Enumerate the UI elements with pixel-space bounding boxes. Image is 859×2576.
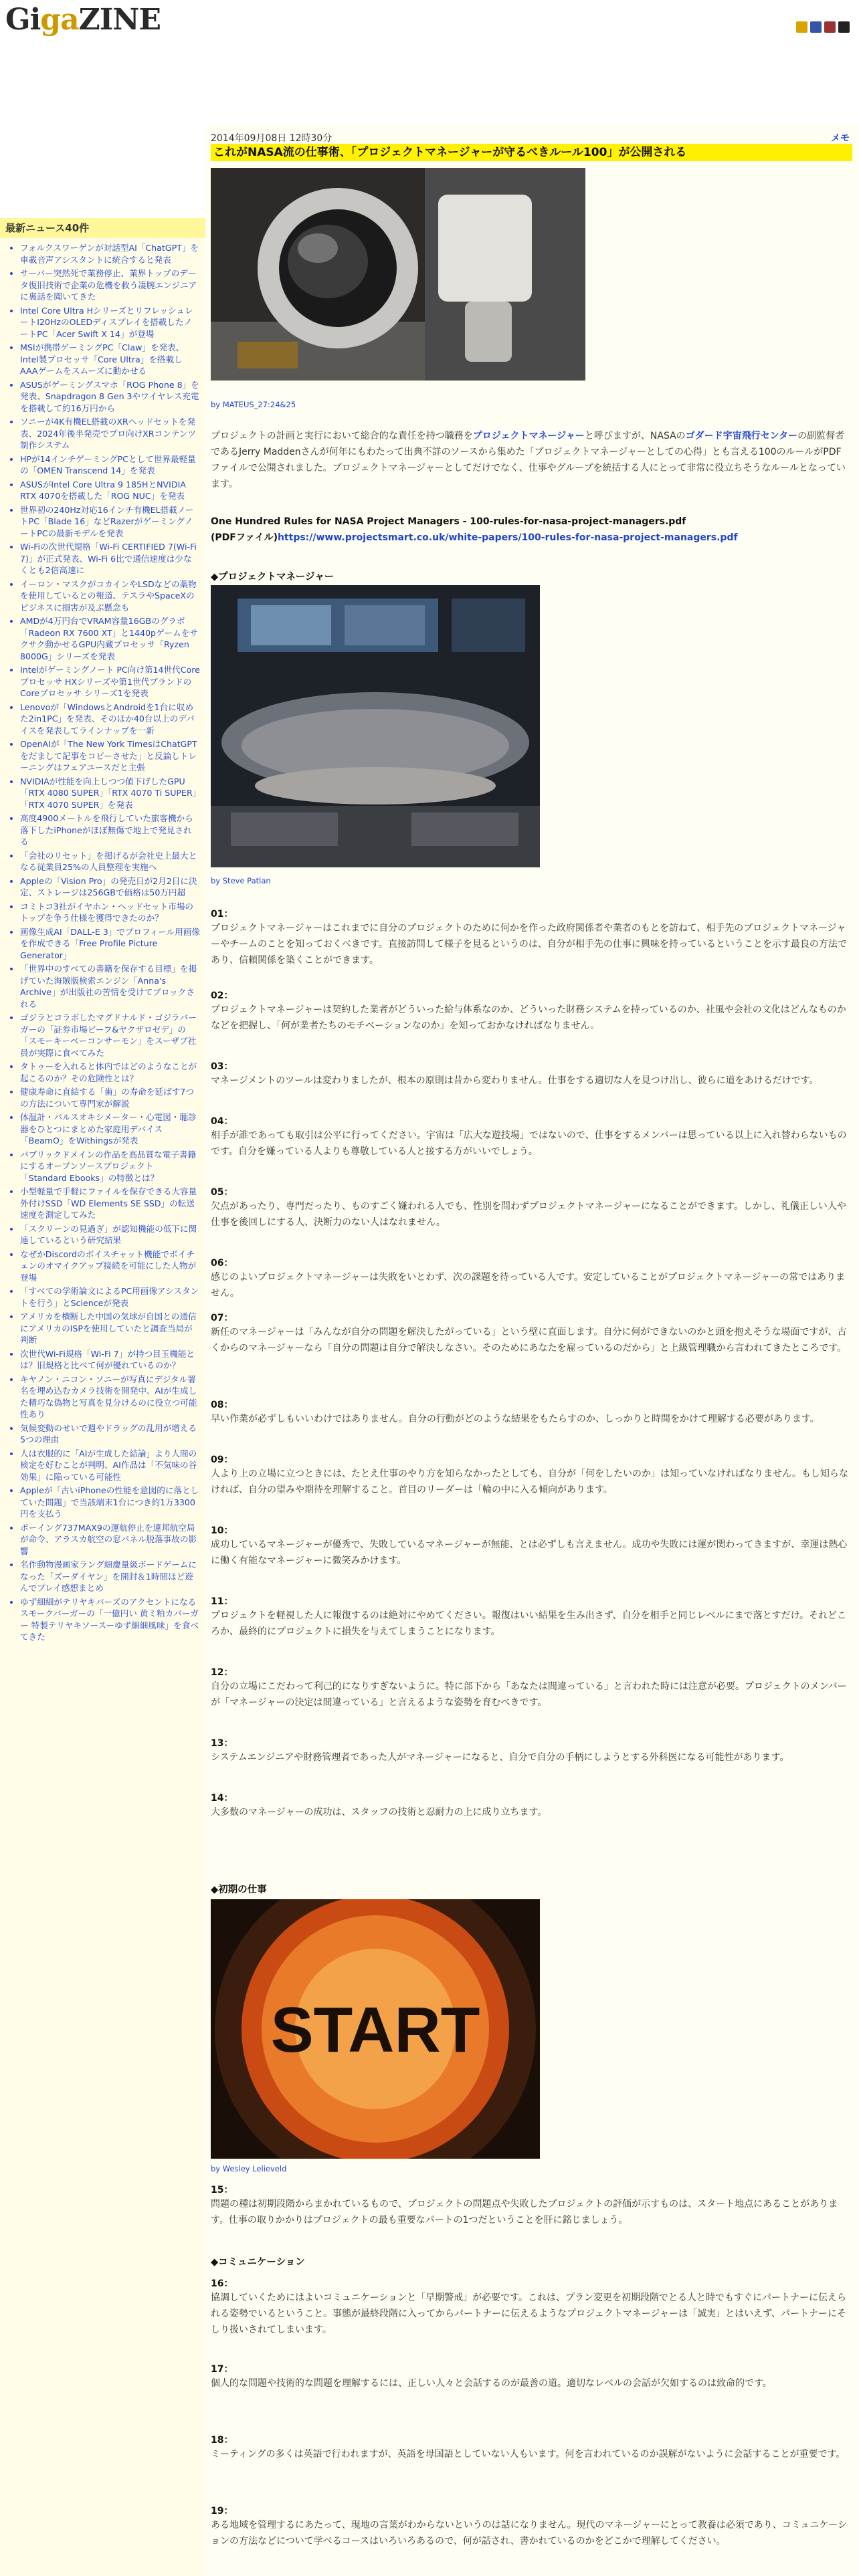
news-list-item[interactable]: • サーバー突然死で業務停止、業界トップのデータ復旧技術で企業の危機を救う凄腕エンジニアに裏話を聞いてきた	[20, 267, 200, 303]
header-link-icon[interactable]	[824, 21, 836, 33]
news-list-item[interactable]: • 「会社のリセット」を掲げるが会社史上最大となる従業員25%の人員整理を実施へ	[20, 850, 200, 873]
news-list-item[interactable]: • ソニーが4K有機EL搭載のXRヘッドセットを発表、2024年後半発売でプロ向けXRコンテンツ制作システム	[20, 416, 200, 451]
rule-text: 人より上の立場に立つときには、たとえ仕事のやり方を知らなかったとしても、自分が「何をしたいのか」は知っていなければなりません。もし知らなければ、自分の望みや期待を理解すること。首目のリーダーは「輪の中に入る傾向があります。	[211, 1469, 848, 1495]
news-list-item[interactable]: • 世界初の240Hz対応16インチ有機EL搭載ノートPC「Blade 16」などRazerがゲーミングノートPCの最新モデルを発表	[20, 504, 200, 540]
news-list-item[interactable]: • 健康寿命に直結する「歯」の寿命を延ばす7つの方法について専門家が解説	[20, 1086, 200, 1109]
news-list-item[interactable]: • 人は衣服的に「AIが生成した結論」より人間の検定を好むことが判明、AI作品は「不気味の谷効果」に陥っている可能性	[20, 1448, 200, 1483]
news-list-item[interactable]: • MSIが携帯ゲーミングPC「Claw」を発表、Intel製プロセッサ「Core Ultra」を搭載しAAAゲームをスムーズに動かせる	[20, 342, 200, 377]
rule-number: 15：	[211, 2185, 233, 2195]
photo-caption-3[interactable]: by Wesley Lelieveld	[211, 2164, 287, 2173]
header-link-icon[interactable]	[810, 21, 822, 33]
rule-text: 大多数のマネージャーの成功は、スタッフの技術と忍耐力の上に成り立ちます。	[211, 1807, 547, 1818]
intro-paragraph: プロジェクトの計画と実行において総合的な責任を持つ職務をプロジェクトマネージャーと呼びますが、NASAのゴダード宇宙飛行センターの副監督者であるJerry Maddenさんが何年にもわたって出典不詳のソースから集めた「プロジェクトマネージャーとしての心得」とも言える100のルールがPDFファイルで公開されました。プロジェクトマネージャーとしてだけでなく、仕事やグループを統括する人にとって非常に役立ちそうなルールとなっています。	[211, 431, 846, 490]
news-list-item[interactable]: • AMDが4万円台でVRAM容量16GBのグラボ「Radeon RX 7600 XT」と1440pゲームをサクサク動かせるGPU内蔵プロセッサ「Ryzen 8000G」シリーズを発表	[20, 615, 200, 662]
news-list-item[interactable]: • Lenovoが「WindowsとAndroidを1台に収めた2in1PC」を発表、そのほか40台以上のデバイスを発表してラインナップを一新	[20, 702, 200, 737]
news-list-item[interactable]: • タトゥーを入れると体内ではどのようなことが起こるのか？その危険性とは？	[20, 1061, 200, 1084]
rule-number: 03：	[211, 1061, 233, 1072]
news-list-item[interactable]: • Appleの「Vision Pro」の発売日が2月2日に決定、ストレージは256GBで価格は50万円超	[20, 875, 200, 899]
news-list-item[interactable]: • OpenAIが「The New York TimesはChatGPTをだまして記事をコピーさせた」と反論しトレーニングはフェアユースだと主張	[20, 738, 200, 774]
pdf-url-link[interactable]: https://www.projectsmart.co.uk/white-papers/100-rules-for-nasa-project-managers.pdf	[277, 532, 738, 543]
rule-text: マネージメントのツールは変わりましたが、根本の原則は昔から変わりません。仕事をする適切な人を見つけ出し、彼らに道をあけるだけです。	[211, 1075, 819, 1086]
rule-number: 13：	[211, 1738, 233, 1749]
main-top-space	[205, 51, 859, 126]
rule-text: 相手が誰であっても取引は公平に行ってください。宇宙は「広大な遊技場」ではないので、仕事をするメンバーは思っている以上に入れ替わらないものです。自分を嫌っている人よりも尊敬している人と接する方がいいでしょう。	[211, 1130, 847, 1157]
news-list-item[interactable]: • 小型軽量で手軽にファイルを保存できる大容量外付けSSD「WD Elements SE SSD」の転送速度を測定してみた	[20, 1186, 200, 1221]
rule-text: 協調していくためにはよいコミュニケーションと「早期警戒」が必要です。これは、プラン変更を初期段階でとる人と時でもすぐにパートナーに伝えられる姿勢でいるということ。事態が最終段階に入ってからパートナーに伝えるようなプロジェクトマネージャーは「誠実」とはいえず、パートナーにそしり扱いされてしまいます。	[211, 2292, 847, 2335]
main-content	[205, 51, 859, 2576]
news-list-item[interactable]: • なぜかDiscordのボイスチャット機能でボイチェンのオマイクアップ接続を可能にした人物が登場	[20, 1249, 200, 1284]
rule-text: 自分の立場にこだわって利己的になりすぎないように。特に部下から「あなたは間違っている」と言われた時には注意が必要。プロジェクトのメンバーが「マネージャーの決定は間違っている」と言えるような姿勢を育むべきです。	[211, 1681, 847, 1708]
rule-number: 12：	[211, 1667, 233, 1678]
rule-text: 感じのよいプロジェクトマネージャーは失敗をいとわず、次の課題を待っている人です。安定していることがプロジェクトマネージャーの常ではありません。	[211, 1272, 846, 1299]
rule-number: 05：	[211, 1187, 233, 1198]
memo-link[interactable]: メモ	[831, 133, 850, 144]
photo-caption-1[interactable]: by MATEUS_27:24&25	[211, 400, 296, 409]
rule-text: システムエンジニアや財務管理者であった人がマネージャーになると、自分で自分の手柄にしようとする外科医になる可能性があります。	[211, 1752, 789, 1763]
news-list-item[interactable]: • 「すべての学術論文によるPC用画像アシスタントを行う」とScienceが発表	[20, 1285, 200, 1309]
section-heading-project-manager: ◆プロジェクトマネージャー	[211, 572, 335, 582]
rule-number: 09：	[211, 1455, 233, 1465]
section-heading-initial-work: ◆初期の仕事	[211, 1885, 267, 1895]
pdf-title: One Hundred Rules for NASA Project Managers - 100-rules-for-nasa-project-managers.pdf	[211, 516, 686, 527]
news-list-item[interactable]: • Wi-Fiの次世代規格「Wi-Fi CERTIFIED 7(Wi-Fi 7)」が正式発表、Wi-Fi 6比で通信速度は少なくとも2倍高速に	[20, 541, 200, 576]
header-icon-group	[796, 21, 850, 33]
rule-text: 成功しているマネージャーが優秀で、失敗しているマネージャーが無能、とは必ずしも言えません。成功や失敗には運が関わってきますが、幸運は熱心に働く有能なマネージャーに微笑みかけます。	[211, 1539, 848, 1566]
mission-control-photo	[211, 585, 540, 867]
news-list-item[interactable]: • 「世界中のすべての書籍を保存する目標」を掲げていた海賊版検索エンジン「Anna's Archive」が出版社の苦情を受けてブロックされる	[20, 963, 200, 1010]
rule-number: 17：	[211, 2364, 233, 2375]
photo-caption-2[interactable]: by Steve Patlan	[211, 876, 271, 885]
article-title: これがNASA流の仕事術、「プロジェクトマネージャーが守るべきルール100」が公開される	[211, 144, 852, 161]
section-heading-communication: ◆コミュニケーション	[211, 2257, 305, 2268]
news-list-item[interactable]: • 名作動物漫画家ラング細慶量級ボードゲームになった「ズーダイヤン」を開封＆1時間ほど遊んでプレイ感想まとめ	[20, 1559, 200, 1594]
rule-text: 個人的な問題や技術的な問題を理解するには、正しい人々と会話するのが最善の道。適切なレベルの会話が欠如するのは致命的です。	[211, 2378, 772, 2389]
site-header	[0, 0, 859, 51]
rule-text: プロジェクトマネージャーは契約した業者がどういった給与体系なのか、どういった財務システムを持っているのか、社風や会社の文化はどんなものかなどを把握し、「何が業者たちのモチベーションなのか」を知っておかなければなりません。	[211, 1004, 846, 1031]
site-logo[interactable]: GigaZINE	[5, 3, 161, 37]
header-link-icon[interactable]	[796, 21, 807, 33]
news-list-item[interactable]: • フォルクスワーゲンが対話型AI「ChatGPT」を車載音声アシスタントに統合すると発表	[20, 242, 200, 265]
rule-number: 16：	[211, 2278, 233, 2289]
rule-text: プロジェクトを軽視した人に報復するのは絶対にやめてください。報復はいい結果を生み出さず、自分を相手と同じレベルにまで落とすだけ。それどころか、最終的にプロジェクトに損失を与えてしまうことになります。	[211, 1610, 847, 1637]
rule-text: 欠点があったり、専門だったり、ものすごく嫌われる人でも、性別を問わずプロジェクトマネージャーになることができます。しかし、礼儀正しい人や仕事を後回しにする人、決断力のない人はなれません。	[211, 1201, 846, 1228]
sidebar-title: 最新ニュース40件	[0, 218, 205, 238]
rule-text: 新任のマネージャーは「みんなが自分の問題を解決したがっている」という壁に直面します。自分に何ができないのかと頭を抱えそうな場面ですが、古くからのマネージャーなら「自分の問題は自分で解決しなさい。そのためにあなたを雇っているのだから」と上級管理職から言われてきたところです。	[211, 1327, 847, 1354]
news-list-item[interactable]: • ASUSがIntel Core Ultra 9 185HとNVIDIA RTX 4070を搭載した「ROG NUC」を発表	[20, 479, 200, 502]
rule-number: 04：	[211, 1116, 233, 1127]
news-list-item[interactable]: • HPが14インチゲーミングPCとして世界最軽量の「OMEN Transcend 14」を発表	[20, 453, 200, 477]
rule-text: ミーティングの多くは英語で行われますが、英語を母国語としていない人もいます。何を言われているのか誤解がないように会話することが重要です。	[211, 2449, 846, 2460]
rule-text: プロジェクトマネージャーはこれまでに自分のプロジェクトのために何かを作った政府関係者や業者のもとを訪ねて、相手先のプロジェクトマネージャーやチームのことを知っておくべきです。直接訪問して様子を見るというのは、自分が相手先の仕事に興味を持っているということを示す最良の方法であり、信頼関係を築くことができます。	[211, 923, 847, 966]
rule-number: 19：	[211, 2506, 233, 2516]
rule-text: 問題の種は初期段階からまかれているもので、プロジェクトの問題点や失敗したプロジェクトの評価が示すものは、スタート地点にあることがあります。仕事の取りかかりはプロジェクトの最も重要なパートの1つだということを肝に銘じましょう。	[211, 2199, 838, 2226]
news-list-item[interactable]: • Appleが「古いiPhoneの性能を意図的に落としていた問題」で当該端末1台につき約1万3300円を支払う	[20, 1485, 200, 1520]
news-list-item[interactable]: • アメリカを横断した中国の気球が自国との通信にアメリカのISPを使用していたと調査当局が判断	[20, 1311, 200, 1346]
news-list-item[interactable]: • イーロン・マスクがコカインやLSDなどの薬物を使用しているとの報道、テスラやSpaceXのビジネスに損害が及ぶ懸念も	[20, 578, 200, 614]
news-list-item[interactable]: • 次世代Wi-Fi規格「Wi-Fi 7」が持つ目玉機能とは？旧規格と比べて何が優れているのか？	[20, 1348, 200, 1372]
rule-number: 02：	[211, 990, 233, 1001]
link-goddard[interactable]: ゴダード宇宙飛行センター	[685, 431, 798, 441]
rule-number: 07：	[211, 1313, 233, 1323]
rule-text: ある地域を管理するにあたって、現地の言葉がわからないというのは話になりません。現代のマネージャーにとって教養は必須であり、コミュニケーションの方法などについて学べるコースはいろいろあるので、何が話され、書かれているのかをどこかで理解してください。	[211, 2520, 848, 2547]
sidebar	[0, 218, 205, 2576]
rule-number: 14：	[211, 1793, 233, 1804]
rule-number: 06：	[211, 1258, 233, 1269]
news-list	[0, 242, 205, 1643]
rule-text: 早い作業が必ずしもいいわけではありません。自分の行動がどのような結果をもたらすのか、しっかりと時間をかけて理解する必要があります。	[211, 1414, 820, 1424]
news-list-item[interactable]: • NVIDIAが性能を向上しつつ値下げしたGPU「RTX 4080 SUPER」「RTX 4070 Ti SUPER」「RTX 4070 SUPER」を発表	[20, 776, 200, 811]
pdf-link-line: (PDFファイル)https://www.projectsmart.co.uk/white-papers/100-rules-for-nasa-project-managers.pdf	[211, 532, 738, 543]
article-date: 2014年09月08日 12時30分	[211, 133, 332, 144]
news-list-item[interactable]: • Intelがゲーミングノート PC向け第14世代Coreプロセッサ HXシリーズや第1世代ブランドのCoreプロセッサ シリーズ1を発表	[20, 664, 200, 700]
news-list-item[interactable]: • 気候変動のせいで週やドラッグの乱用が増える5つの理由	[20, 1422, 200, 1446]
news-list-item[interactable]: • ボーイング737MAX9の運航停止を連邦航空局が命令、アラスカ航空の窓パネル脱落事故の影響	[20, 1522, 200, 1558]
news-list-item[interactable]: • ゴジラとコラボしたマグドナルド・ゴジラバーガーの「証券市場ビーフ&ヤクザロゼデ」の「スモーキーベーコンサーモン」をスーザブ社員が実際に食べてみた	[20, 1012, 200, 1059]
news-list-item[interactable]: • 「スクリーンの見過ぎ」が認知機能の低下に関連しているという研究結果	[20, 1223, 200, 1247]
news-list-item[interactable]: • ゆず細細がテリヤキバーズのアクセントになるスモークバーガーの「一億円い 黄ミ粕カバーガー 特製テリヤキソースーゆず細細風味」を食べてきた	[20, 1596, 200, 1643]
rule-number: 01：	[211, 909, 233, 920]
rule-number: 08：	[211, 1400, 233, 1410]
news-list-item[interactable]: • パブリックドメインの作品を高品質な電子書籍にするオープンソースプロジェクト「Standard Ebooks」の特徴とは？	[20, 1149, 200, 1184]
header-link-icon[interactable]	[838, 21, 850, 33]
news-list-item[interactable]: • 体温計・パルスオキシメーター・心電図・聴診器をひとつにまとめた家庭用デバイス「BeamO」をWithingsが発表	[20, 1111, 200, 1147]
news-list-item[interactable]: • ASUSがゲーミングスマホ「ROG Phone 8」を発表、Snapdragon 8 Gen 3やワイヤレス充電を搭載して約16万円から	[20, 379, 200, 415]
rule-number: 10：	[211, 1525, 233, 1536]
news-list-item[interactable]: • Intel Core Ultra HシリーズとリフレッシュレートI20HzのOLEDディスプレイを搭載したノートPC「Acer Swift X 14」が登場	[20, 305, 200, 340]
rule-number: 11：	[211, 1596, 233, 1607]
news-list-item[interactable]: • 画像生成AI「DALL-E 3」でプロフィール用画像を作成できる「Free Profile Picture Generator」	[20, 926, 200, 962]
sidebar-top-space	[0, 51, 205, 218]
start-button-label: START	[270, 1994, 480, 2066]
news-list-item[interactable]: • 高度4900メートルを飛行していた旅客機から落下したiPhoneがほぼ無傷で地上で発見される	[20, 813, 200, 848]
news-list-item[interactable]: • キヤノン・ニコン・ソニーが写真にデジタル署名を埋め込むカメラ技術を開発中、AIが生成した精巧な偽物と写真を見分けるのに役立つ可能性あり	[20, 1374, 200, 1420]
start-button-photo	[211, 1899, 540, 2159]
news-list-item[interactable]: • コミトコ3社がイヤホン・ヘッドセット市場のトップを争う仕様を獲得できたのか？	[20, 901, 200, 924]
link-project-manager[interactable]: プロジェクトマネージャー	[472, 431, 585, 441]
rule-number: 18：	[211, 2435, 233, 2446]
astronaut-photo	[211, 168, 585, 381]
